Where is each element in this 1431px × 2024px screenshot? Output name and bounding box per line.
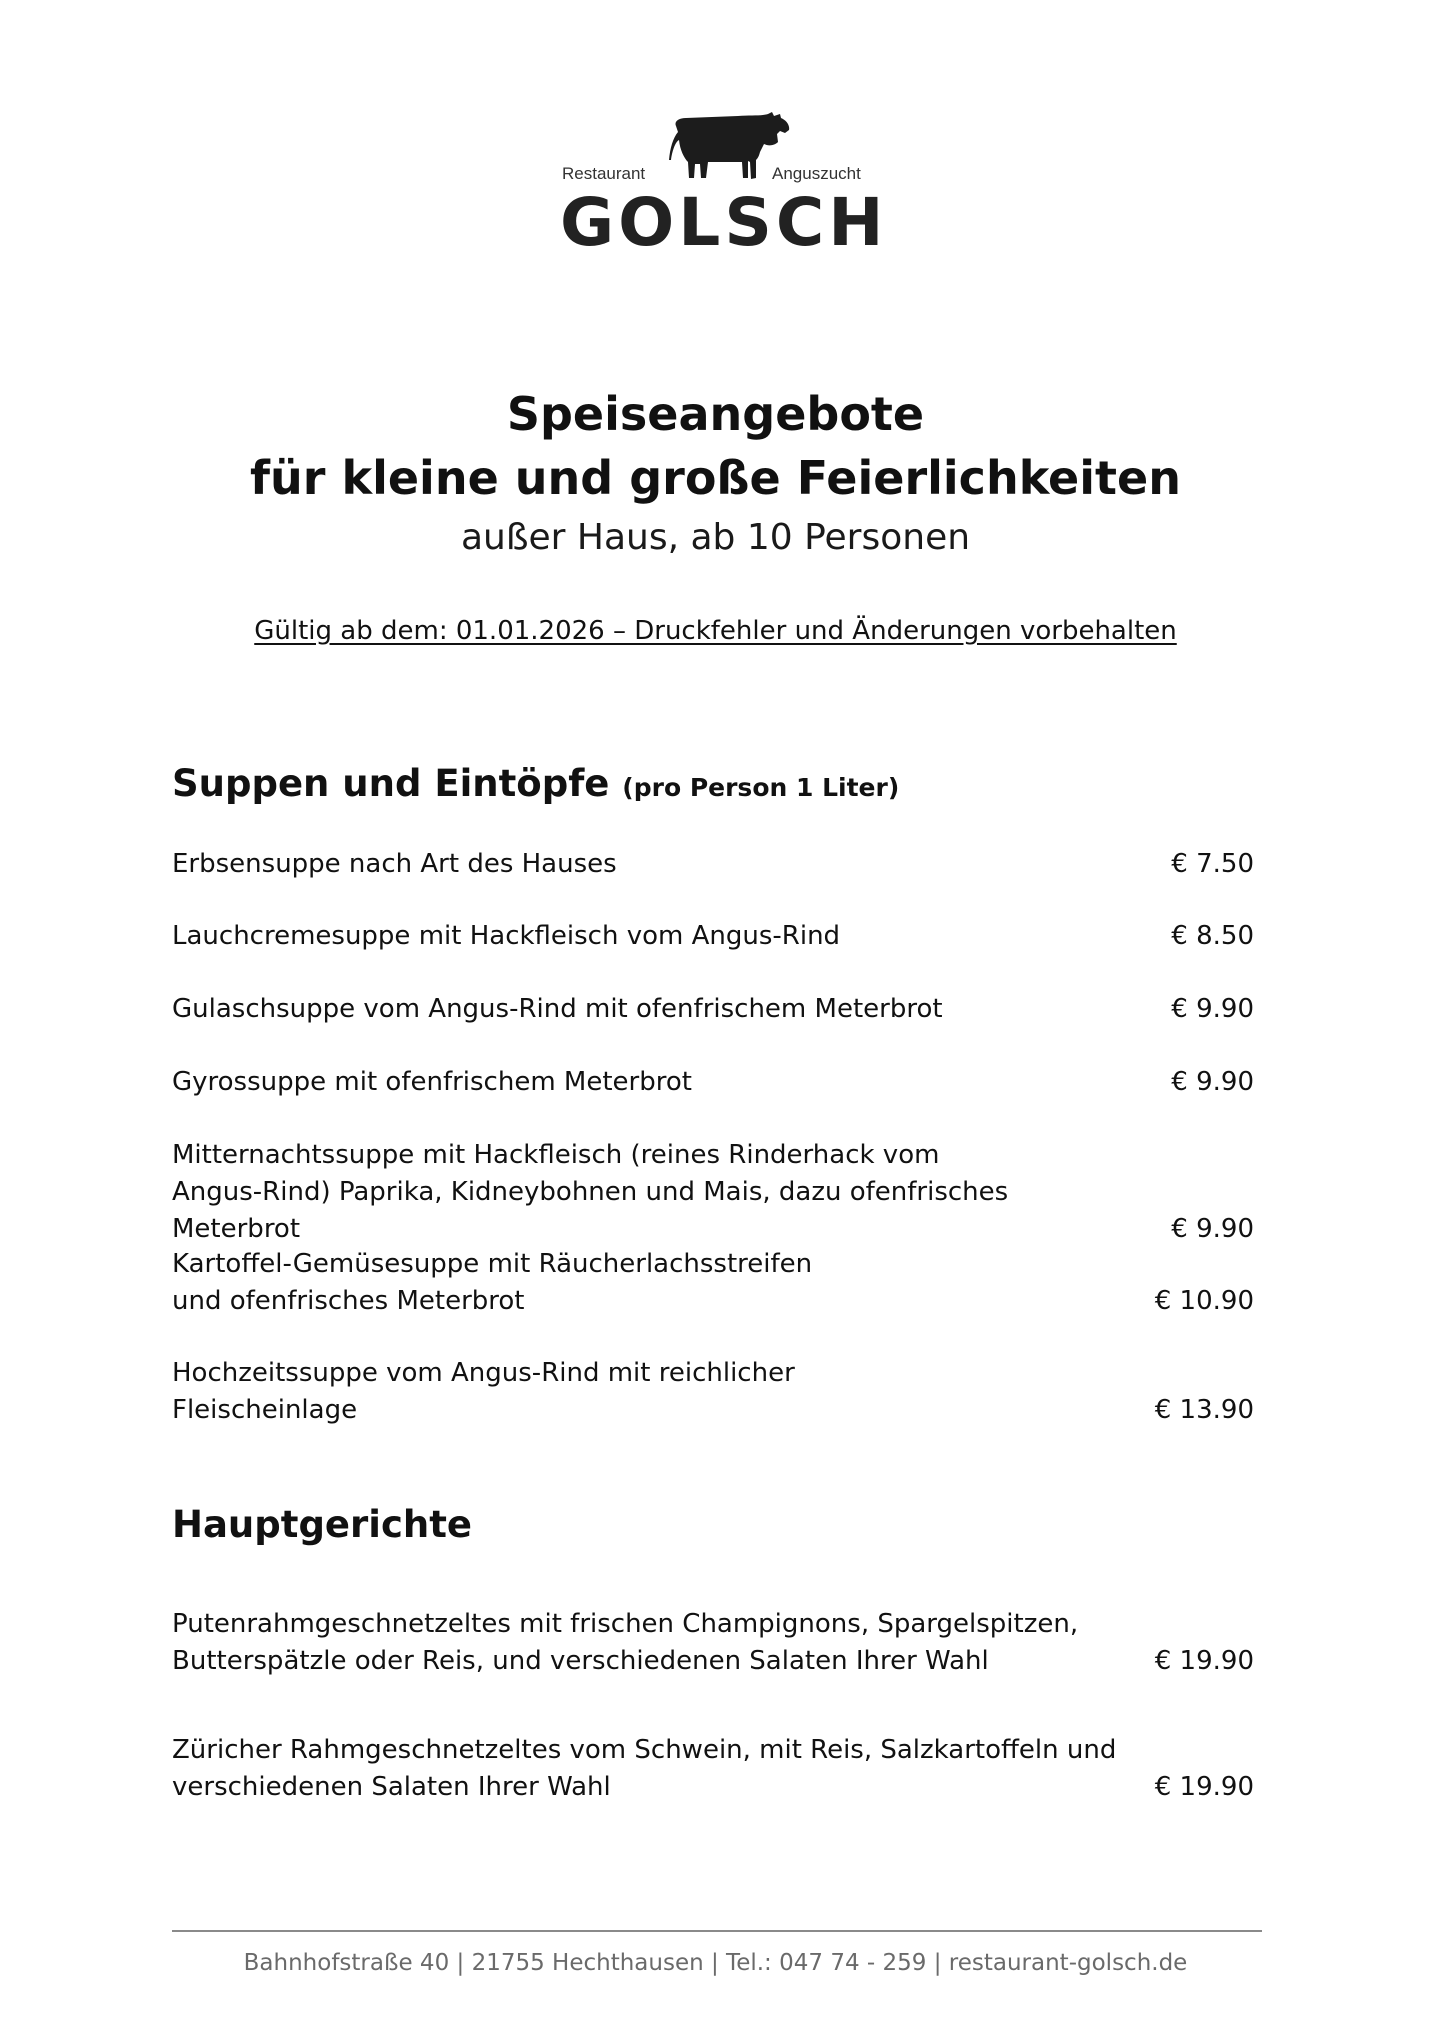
title-block	[0, 382, 1431, 566]
menu-item	[172, 1137, 1254, 1248]
menu-item-price: € 19.90	[1154, 1646, 1254, 1676]
menu-item	[172, 1606, 1254, 1680]
menu-item	[172, 1732, 1254, 1806]
menu-item-line: Putenrahmgeschnetzeltes mit frischen Champignons, Spargelspitzen,	[172, 1609, 1079, 1639]
menu-item-line: Hochzeitssuppe vom Angus-Rind mit reichlicher	[172, 1358, 795, 1388]
section-heading-text: Hauptgerichte	[172, 1503, 473, 1546]
menu-item-line: Gyrossuppe mit ofenfrischem Meterbrot	[172, 1067, 692, 1097]
menu-item	[172, 1064, 1254, 1101]
menu-item	[172, 991, 1254, 1028]
menu-item	[172, 1355, 1254, 1429]
menu-item-line: Butterspätzle oder Reis, und verschiedenen Salaten Ihrer Wahl	[172, 1646, 989, 1676]
logo-name: GOLSCH	[560, 184, 888, 261]
menu-item-line: Kartoffel-Gemüsesuppe mit Räucherlachsstreifen	[172, 1249, 813, 1279]
menu-item-line: Erbsensuppe nach Art des Hauses	[172, 849, 617, 879]
section-heading-note: (pro Person 1 Liter)	[622, 773, 900, 802]
menu-item-price: € 9.90	[1171, 994, 1254, 1024]
logo-left-text: Restaurant	[562, 164, 646, 183]
footer-divider	[172, 1930, 1262, 1932]
validity-note: Gültig ab dem: 01.01.2026 – Druckfehler und Änderungen vorbehalten	[254, 616, 1177, 646]
menu-item-line: Angus-Rind) Paprika, Kidneybohnen und Mais, dazu ofenfrisches Meterbrot	[172, 1177, 1009, 1244]
menu-item-line: und ofenfrisches Meterbrot	[172, 1286, 525, 1316]
menu-item-price: € 10.90	[1154, 1286, 1254, 1316]
menu-item-price: € 9.90	[1171, 1214, 1254, 1244]
page-title: Speiseangebote	[506, 387, 925, 441]
footer-contact: Bahnhofstraße 40 | 21755 Hechthausen | Tel.: 047 74 - 259 | restaurant-golsch.de	[243, 1950, 1188, 1976]
page-subtitle: für kleine und große Feierlichkeiten	[250, 451, 1181, 505]
section-heading-mains	[172, 1503, 472, 1546]
menu-item-line: verschiedenen Salaten Ihrer Wahl	[172, 1772, 611, 1802]
section-heading-text: Suppen und Eintöpfe	[172, 762, 610, 805]
logo-right-text: Anguszucht	[772, 164, 861, 183]
menu-item-price: € 9.90	[1171, 1067, 1254, 1097]
menu-item-price: € 7.50	[1171, 849, 1254, 879]
menu-item-line: Lauchcremesuppe mit Hackfleisch vom Angus-Rind	[172, 921, 841, 951]
menu-item-line: Fleischeinlage	[172, 1395, 358, 1425]
menu-item	[172, 918, 1254, 955]
menu-item	[172, 1246, 1254, 1320]
section-heading-soups	[172, 762, 899, 805]
page-tagline: außer Haus, ab 10 Personen	[460, 517, 971, 558]
menu-item-line: Mitternachtssuppe mit Hackfleisch (reines Rinderhack vom	[172, 1140, 940, 1170]
menu-item-price: € 8.50	[1171, 921, 1254, 951]
menu-item-line: Gulaschsuppe vom Angus-Rind mit ofenfrischem Meterbrot	[172, 994, 943, 1024]
menu-item-line: Züricher Rahmgeschnetzeltes vom Schwein, mit Reis, Salzkartoffeln und	[172, 1735, 1117, 1765]
menu-item-price: € 13.90	[1154, 1395, 1254, 1425]
menu-item-price: € 19.90	[1154, 1772, 1254, 1802]
restaurant-logo	[560, 112, 888, 262]
menu-item	[172, 846, 1254, 883]
